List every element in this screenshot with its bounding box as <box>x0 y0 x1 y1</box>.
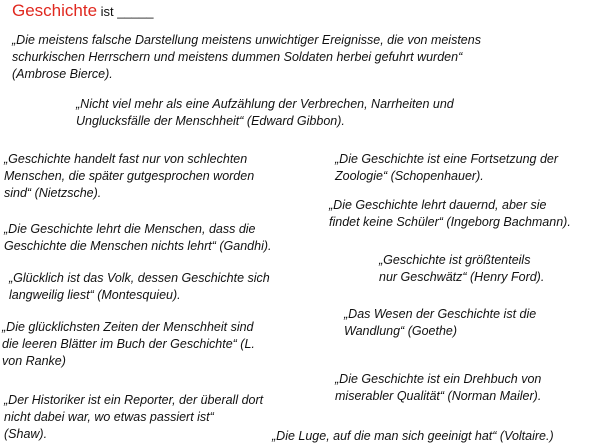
quote-gibbon <box>76 96 454 130</box>
quote-line: „Nicht viel mehr als eine Aufzählung der Verbrechen, Narrheiten und <box>76 97 454 111</box>
quote-line: „Die meistens falsche Darstellung meistens unwichtiger Ereignisse, die von meistens <box>12 33 481 47</box>
quote-line: „Geschichte handelt fast nur von schlechten <box>4 152 248 166</box>
quote-line: (Ambrose Bierce). <box>12 67 113 81</box>
quote-line: nicht dabei war, wo etwas passiert ist“ <box>4 410 214 424</box>
quote-schopenhauer <box>335 151 558 185</box>
quote-nietzsche <box>4 151 254 202</box>
title-word: Geschichte <box>12 1 98 20</box>
quote-line: Geschichte die Menschen nichts lehrt“ (Gandhi). <box>4 239 272 253</box>
quote-line: „Glücklich ist das Volk, dessen Geschichte sich <box>9 271 270 285</box>
quote-line: (Shaw). <box>4 427 48 441</box>
quote-line: „Die Geschichte lehrt die Menschen, dass die <box>4 222 256 236</box>
quote-line: „Die Geschichte ist eine Fortsetzung der <box>335 152 559 166</box>
title-rest: ist _____ <box>97 4 154 19</box>
quote-line: Zoologie“ (Schopenhauer). <box>335 169 484 183</box>
quote-line: „Der Historiker ist ein Reporter, der überall dort <box>4 393 264 407</box>
quote-mailer <box>335 371 541 405</box>
quote-line: sind“ (Nietzsche). <box>4 186 102 200</box>
quote-line: findet keine Schüler“ (Ingeborg Bachmann). <box>329 215 571 229</box>
quote-ford <box>379 252 544 286</box>
quote-line: „Die Geschichte ist ein Drehbuch von <box>335 372 542 386</box>
quote-line: „Geschichte ist größtenteils <box>379 253 531 267</box>
quote-line: Wandlung“ (Goethe) <box>344 324 458 338</box>
quote-bachmann <box>329 197 571 231</box>
quote-line: Unglucksfälle der Menschheit“ (Edward Gibbon). <box>76 114 345 128</box>
quote-line: „Das Wesen der Geschichte ist die <box>344 307 537 321</box>
quote-line: „Die Luge, auf die man sich geeinigt hat“ (Voltaire.) <box>272 429 554 443</box>
quote-line: langweilig liest“ (Montesquieu). <box>9 288 181 302</box>
quote-bierce <box>12 32 481 83</box>
quote-gandhi <box>4 221 272 255</box>
quote-goethe <box>344 306 536 340</box>
quote-line: „Die Geschichte lehrt dauernd, aber sie <box>329 198 547 212</box>
quote-line: miserabler Qualität“ (Norman Mailer). <box>335 389 542 403</box>
quote-shaw <box>4 392 263 443</box>
quote-line: nur Geschwätz“ (Henry Ford). <box>379 270 545 284</box>
quote-line: „Die glücklichsten Zeiten der Menschheit sind <box>2 320 254 334</box>
quote-voltaire <box>272 428 554 445</box>
quote-line: schurkischen Herrschern und meistens dummen Soldaten herbei gefuhrt wurden“ <box>12 50 463 64</box>
page-title <box>12 0 153 23</box>
quote-line: von Ranke) <box>2 354 66 368</box>
quote-line: die leeren Blätter im Buch der Geschichte“ (L. <box>2 337 255 351</box>
quote-montesquieu <box>9 270 270 304</box>
quote-line: Menschen, die später gutgesprochen worden <box>4 169 255 183</box>
quote-ranke <box>2 319 255 370</box>
